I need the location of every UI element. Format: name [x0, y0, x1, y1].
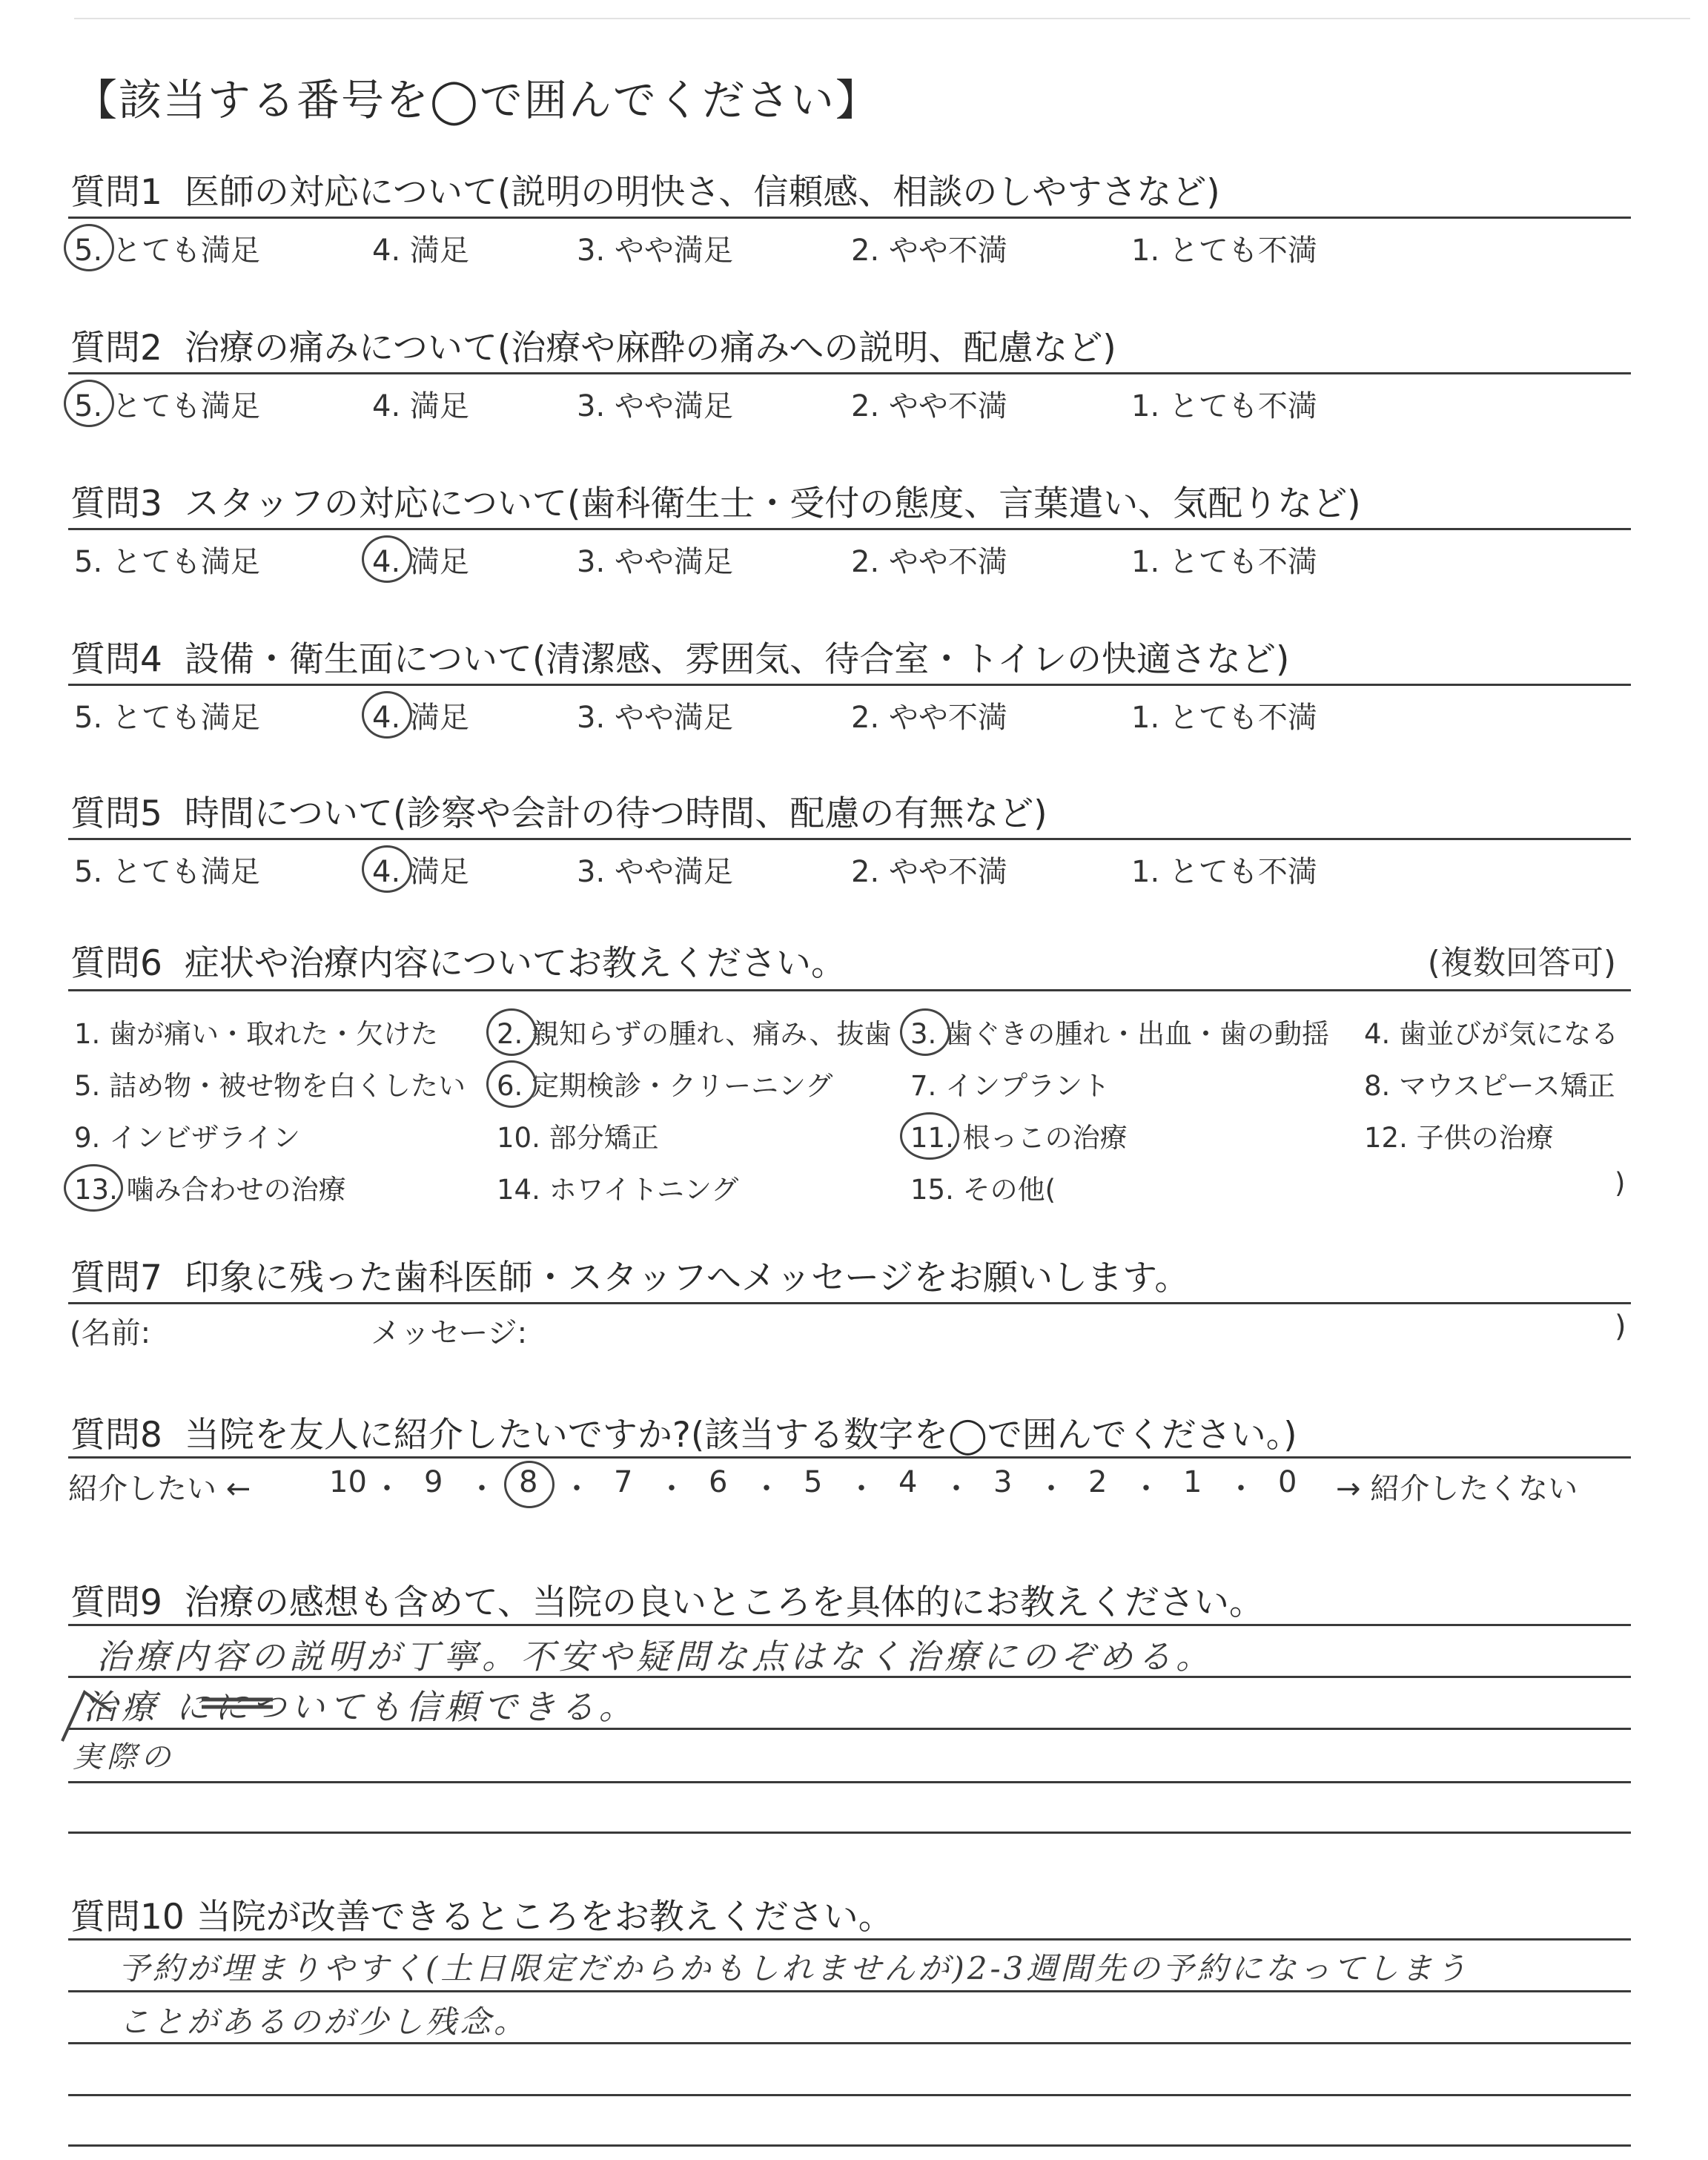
- rating-option[interactable]: 3. やや満足: [577, 855, 733, 889]
- question-text: 当院が改善できるところをお教えください。: [196, 1897, 893, 1938]
- question-10-title: [70, 1889, 893, 1939]
- message-label: メッセージ:: [371, 1316, 528, 1350]
- symptom-option[interactable]: 5. 詰め物・被せ物を白くしたい: [74, 1070, 466, 1102]
- question-8-rule: [68, 1456, 1631, 1459]
- question-3-title: [70, 476, 1361, 526]
- answer-line: [68, 2094, 1631, 2096]
- question-text: スタッフの対応について(歯科衛生士・受付の態度、言葉遣い、気配りなど): [184, 483, 1361, 524]
- selection-circle: [900, 1112, 959, 1160]
- question-text: 設備・衛生面について(清潔感、雰囲気、待合室・トイレの快適さなど): [184, 639, 1290, 680]
- recommend-right-label: → 紹介したくない: [1336, 1472, 1578, 1506]
- question-number: 質問5: [70, 793, 162, 834]
- answer-line: [68, 2042, 1631, 2044]
- answer-line: [68, 2144, 1631, 2147]
- other-close-paren: ): [1615, 1167, 1626, 1199]
- handwritten-answer-line: 治療内容の説明が丁寧。不安や疑問な点はなく治療にのぞめる。: [96, 1636, 1214, 1677]
- symptom-option[interactable]: 14. ホワイトニング: [497, 1174, 739, 1206]
- crossed-out-word: [199, 1692, 280, 1714]
- scale-separator-dot: ・: [1226, 1472, 1256, 1506]
- question-9-rule: [68, 1624, 1631, 1626]
- handwritten-answer-line: 実際の: [73, 1740, 175, 1774]
- symptom-option[interactable]: 13. 噛み合わせの治療: [74, 1174, 346, 1206]
- symptom-option[interactable]: 6. 定期検診・クリーニング: [497, 1070, 833, 1102]
- insertion-caret-mark: [59, 1682, 126, 1748]
- top-edge-line: [74, 18, 1690, 19]
- question-text: 医師の対応について(説明の明快さ、信頼感、相談のしやすさなど): [184, 172, 1220, 213]
- recommend-score[interactable]: 7: [614, 1465, 633, 1499]
- rating-option[interactable]: 3. やや満足: [577, 234, 733, 268]
- question-5-title: [70, 786, 1047, 836]
- question-text: 印象に残った歯科医師・スタッフへメッセージをお願いします。: [184, 1258, 1190, 1298]
- rating-option[interactable]: 3. やや満足: [577, 701, 733, 735]
- selection-circle: [486, 1008, 537, 1056]
- message-close-paren: ): [1615, 1309, 1626, 1344]
- rating-option[interactable]: 5. とても満足: [74, 234, 260, 268]
- rating-option[interactable]: 1. とても不満: [1131, 855, 1317, 889]
- symptom-option[interactable]: 9. インビザライン: [74, 1122, 300, 1154]
- handwritten-answer-line: 予約が埋まりやすく(土日限定だからかもしれませんが)2-3週間先の予約になってしまう: [119, 1950, 1470, 1986]
- question-text: 治療の感想も含めて、当院の良いところを具体的にお教えください。: [184, 1582, 1264, 1623]
- question-2-title: [70, 320, 1116, 370]
- symptom-option[interactable]: 1. 歯が痛い・取れた・欠けた: [74, 1018, 439, 1050]
- answer-line: [68, 1781, 1631, 1783]
- question-number: 質問6: [70, 943, 162, 984]
- rating-option[interactable]: 4. 満足: [372, 234, 469, 268]
- question-number: 質問9: [70, 1582, 162, 1623]
- scale-separator-dot: ・: [657, 1472, 686, 1506]
- answer-line: [68, 1990, 1631, 1992]
- scale-separator-dot: ・: [562, 1472, 592, 1506]
- rating-option[interactable]: 5. とても満足: [74, 855, 260, 889]
- question-6-rule: [68, 989, 1631, 991]
- question-8-title: [70, 1407, 1297, 1457]
- symptom-option[interactable]: 11. 根っこの治療: [910, 1122, 1128, 1154]
- recommend-score[interactable]: 6: [709, 1465, 728, 1499]
- symptom-option[interactable]: 4. 歯並びが気になる: [1364, 1018, 1619, 1050]
- recommend-score[interactable]: 9: [424, 1465, 443, 1499]
- recommend-score[interactable]: 1: [1183, 1465, 1202, 1499]
- selection-circle: [362, 535, 412, 583]
- rating-option[interactable]: 1. とても不満: [1131, 701, 1317, 735]
- recommend-score[interactable]: 3: [993, 1465, 1013, 1499]
- question-6-title: [70, 936, 846, 985]
- symptom-option[interactable]: 15. その他(: [910, 1174, 1056, 1206]
- question-number: 質問4: [70, 639, 162, 680]
- scale-separator-dot: ・: [752, 1472, 781, 1506]
- selection-circle: [64, 1164, 123, 1212]
- scale-separator-dot: ・: [467, 1472, 497, 1506]
- answer-line: [68, 1832, 1631, 1834]
- question-text: 当院を友人に紹介したいですか?(該当する数字を◯で囲んでください。): [184, 1415, 1297, 1456]
- handwritten-answer-line: ことがあるのが少し残念。: [119, 2004, 529, 2040]
- question-number: 質問1: [70, 172, 162, 213]
- handwritten-answer-line: 治療 にについても信頼できる。: [83, 1687, 638, 1727]
- question-number: 質問2: [70, 328, 162, 369]
- recommend-score[interactable]: 0: [1278, 1465, 1297, 1499]
- symptom-option[interactable]: 3. 歯ぐきの腫れ・出血・歯の動揺: [910, 1018, 1330, 1050]
- selection-circle: [362, 691, 412, 739]
- question-text: 時間について(診察や会計の待つ時間、配慮の有無など): [184, 793, 1047, 834]
- selection-circle: [362, 845, 412, 893]
- question-2-rule: [68, 372, 1631, 374]
- symptom-option[interactable]: 2. 親知らずの腫れ、痛み、抜歯: [497, 1018, 892, 1050]
- question-10-rule: [68, 1938, 1631, 1941]
- selection-circle: [64, 224, 114, 271]
- question-number: 質問7: [70, 1258, 162, 1298]
- scale-separator-dot: ・: [1131, 1472, 1161, 1506]
- scale-separator-dot: ・: [941, 1472, 971, 1506]
- question-9-title: [70, 1575, 1264, 1625]
- rating-option[interactable]: 2. やや不満: [851, 234, 1007, 268]
- question-1-rule: [68, 217, 1631, 219]
- selection-circle: [504, 1461, 555, 1508]
- question-text: 症状や治療内容についてお教えください。: [184, 943, 846, 984]
- rating-option[interactable]: 3. やや満足: [577, 389, 733, 423]
- symptom-option[interactable]: 10. 部分矯正: [497, 1122, 659, 1154]
- question-number: 質問8: [70, 1415, 162, 1456]
- rating-option[interactable]: 3. やや満足: [577, 545, 733, 579]
- rating-option[interactable]: 4. 満足: [372, 855, 469, 889]
- question-7-rule: [68, 1302, 1631, 1304]
- recommend-score[interactable]: 2: [1088, 1465, 1108, 1499]
- instruction-heading: 【該当する番号を◯で囲んでください】: [74, 75, 880, 125]
- recommend-left-label: 紹介したい ←: [68, 1472, 251, 1506]
- question-text: 治療の痛みについて(治療や麻酔の痛みへの説明、配慮など): [184, 328, 1116, 369]
- recommend-score[interactable]: 5: [804, 1465, 823, 1499]
- question-number: 質問3: [70, 483, 162, 524]
- selection-circle: [900, 1008, 950, 1056]
- selection-circle: [64, 380, 114, 427]
- rating-option[interactable]: 1. とても不満: [1131, 545, 1317, 579]
- symptom-option[interactable]: 8. マウスピース矯正: [1364, 1070, 1615, 1102]
- scale-separator-dot: ・: [847, 1472, 876, 1506]
- recommend-score[interactable]: 4: [898, 1465, 918, 1499]
- rating-option[interactable]: 1. とても不満: [1131, 389, 1317, 423]
- question-1-title: [70, 165, 1220, 214]
- rating-option[interactable]: 5. とても満足: [74, 545, 260, 579]
- question-number: 質問10: [70, 1897, 185, 1938]
- question-3-rule: [68, 528, 1631, 530]
- rating-option[interactable]: 5. とても満足: [74, 701, 260, 735]
- question-7-title: [70, 1250, 1189, 1300]
- recommend-score[interactable]: 8: [519, 1465, 538, 1499]
- rating-option[interactable]: 2. やや不満: [851, 701, 1007, 735]
- symptom-option[interactable]: 12. 子供の治療: [1364, 1122, 1554, 1154]
- symptom-option[interactable]: 7. インプラント: [910, 1070, 1110, 1102]
- scale-separator-dot: ・: [1036, 1472, 1066, 1506]
- rating-option[interactable]: 4. 満足: [372, 389, 469, 423]
- rating-option[interactable]: 2. やや不満: [851, 545, 1007, 579]
- rating-option[interactable]: 2. やや不満: [851, 389, 1007, 423]
- rating-option[interactable]: 5. とても満足: [74, 389, 260, 423]
- selection-circle: [486, 1060, 537, 1108]
- rating-option[interactable]: 4. 満足: [372, 701, 469, 735]
- scale-separator-dot: ・: [372, 1472, 402, 1506]
- recommend-score[interactable]: 10: [329, 1465, 367, 1499]
- question-4-rule: [68, 684, 1631, 686]
- rating-option[interactable]: 1. とても不満: [1131, 234, 1317, 268]
- rating-option[interactable]: 2. やや不満: [851, 855, 1007, 889]
- rating-option[interactable]: 4. 満足: [372, 545, 469, 579]
- question-5-rule: [68, 838, 1631, 840]
- question-4-title: [70, 632, 1289, 681]
- multiple-answer-note: (複数回答可): [1427, 944, 1616, 982]
- name-label: (名前:: [70, 1316, 151, 1350]
